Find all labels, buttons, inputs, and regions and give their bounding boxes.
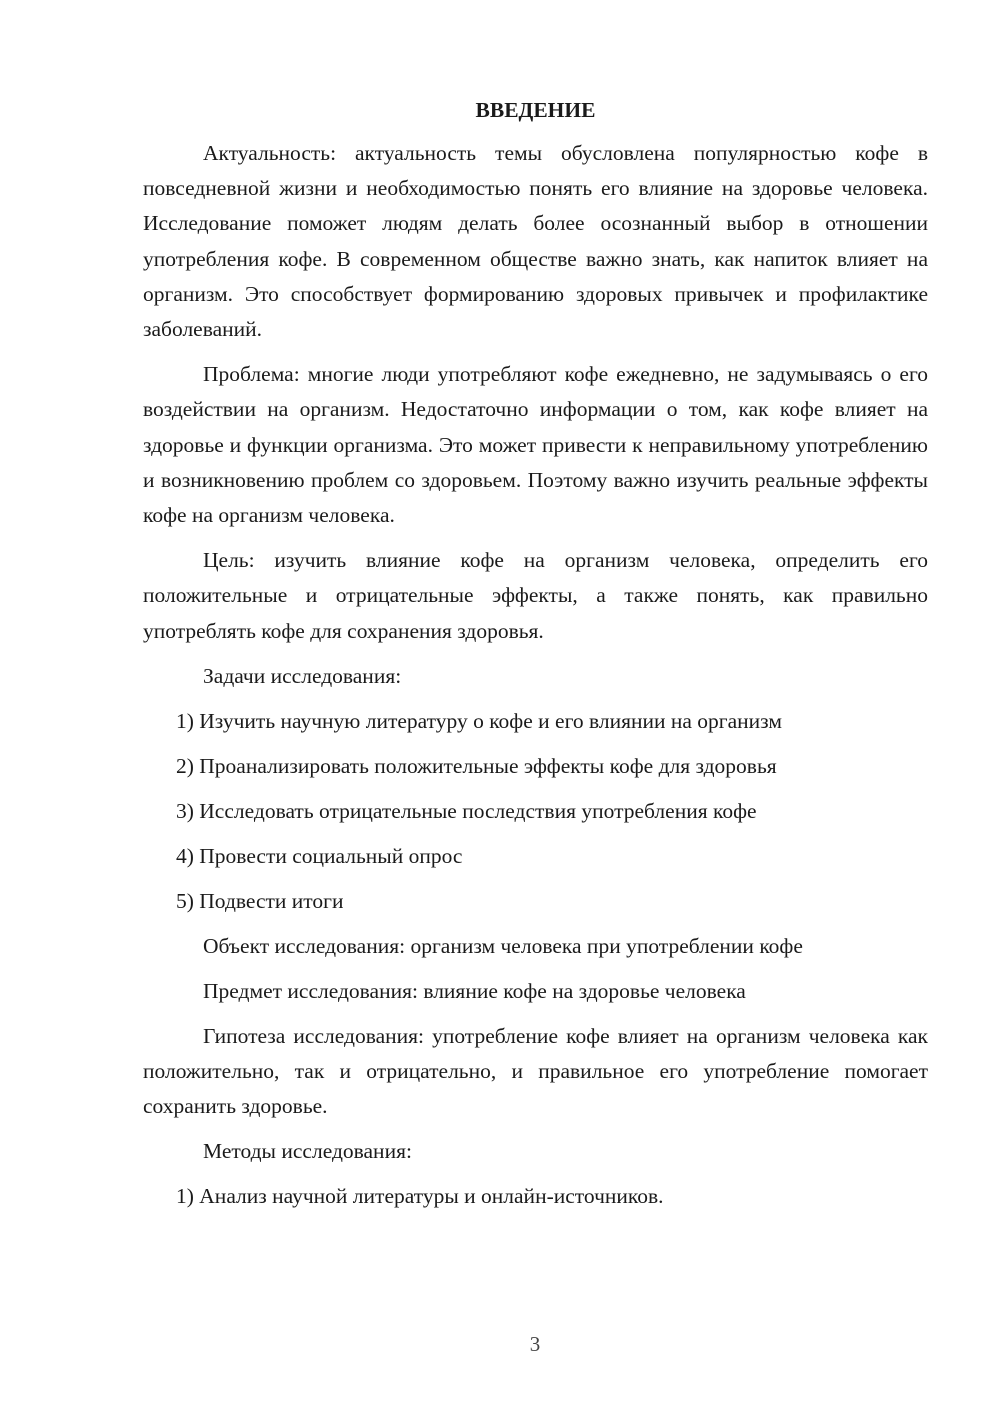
tasks-list (143, 704, 928, 919)
goal-paragraph: Цель: изучить влияние кофе на организм человека, определить его положительные и отрицательные эффекты, а также понять, как правильно употреблять кофе для сохранения здоровья. (143, 548, 928, 643)
relevance-paragraph: Актуальность: актуальность темы обусловлена популярностью кофе в повседневной жизни и необходимостью понять его влияние на здоровье человека. Исследование поможет людям делать более осознанный выбор в отношении употребления кофе. В современном обществе важно знать, как напиток влияет на организм. Это способствует формированию здоровых привычек и профилактике заболеваний. (143, 141, 928, 342)
document-page (143, 90, 928, 1224)
methods-list (143, 1179, 928, 1214)
page-number: 3 (529, 1332, 541, 1356)
methods-heading: Методы исследования: (203, 1139, 412, 1164)
hypothesis-paragraph: Гипотеза исследования: употребление кофе влияет на организм человека как положительно, так и отрицательно, и правильное его употребление помогает сохранить здоровье. (143, 1023, 928, 1119)
tasks-heading: Задачи исследования: (203, 663, 402, 688)
task-item: 4) Провести социальный опрос (176, 843, 463, 868)
task-item: 3) Исследовать отрицательные последствия употребления кофе (176, 798, 757, 823)
research-object: Объект исследования: организм человека при употреблении кофе (203, 933, 803, 958)
task-item: 5) Подвести итоги (176, 888, 344, 913)
task-item: 2) Проанализировать положительные эффекты кофе для здоровья (176, 753, 777, 778)
research-subject: Предмет исследования: влияние кофе на здоровье человека (203, 978, 746, 1003)
task-item: 1) Изучить научную литературу о кофе и его влиянии на организм (176, 708, 782, 733)
section-title: ВВЕДЕНИЕ (475, 98, 596, 122)
method-item: 1) Анализ научной литературы и онлайн-источников. (176, 1184, 664, 1209)
problem-paragraph: Проблема: многие люди употребляют кофе ежедневно, не задумываясь о его воздействии на организм. Недостаточно информации о том, как кофе влияет на здоровье и функции организма. Это может привести к неправильному употреблению и возникновению проблем со здоровьем. Поэтому важно изучить реальные эффекты кофе на организм человека. (143, 362, 928, 528)
